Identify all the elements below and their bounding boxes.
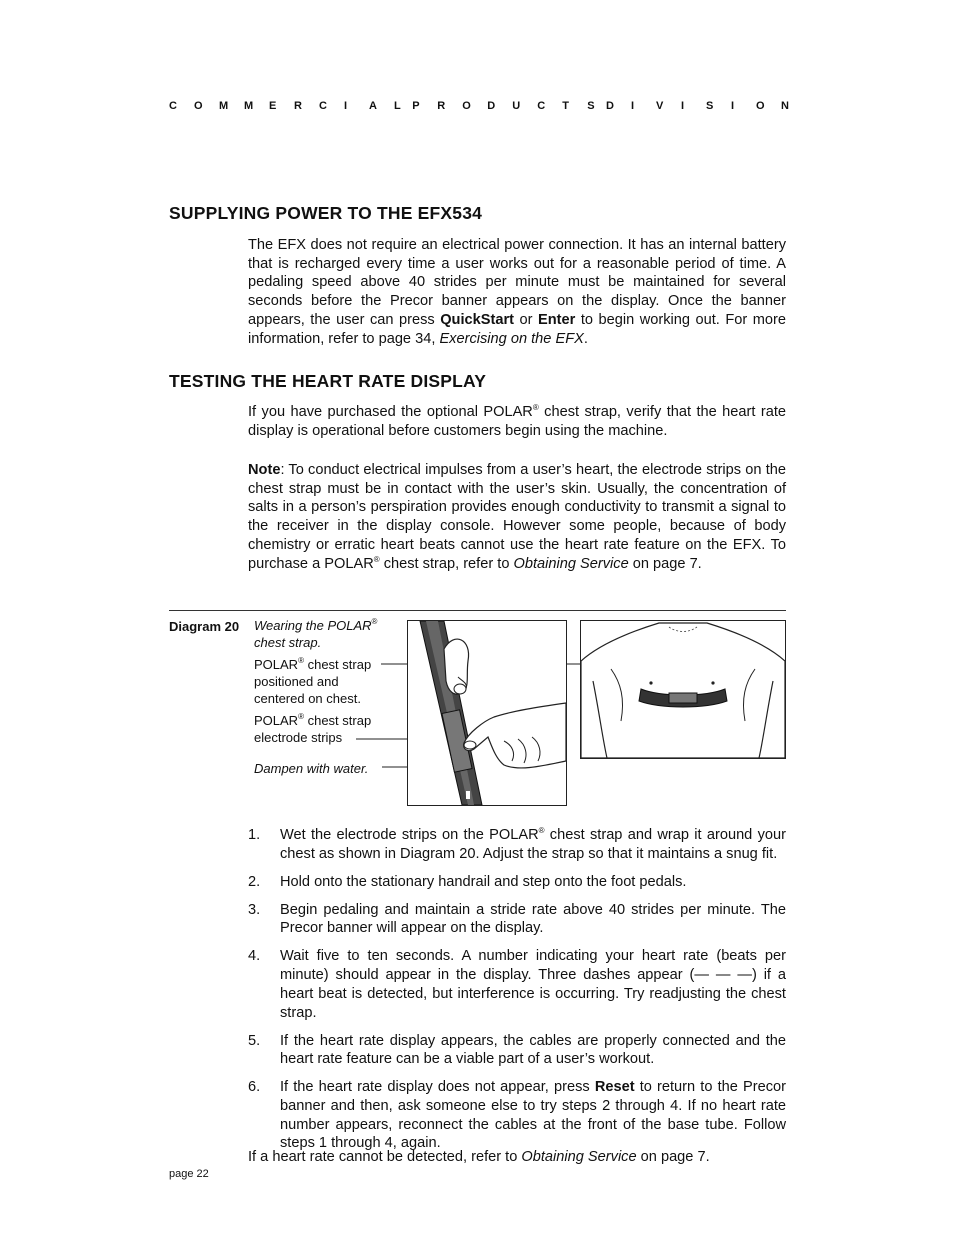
step-item: 1. Wet the electrode strips on the POLAR® chest strap and wrap it around your chest as shown in Diagram 20. Adjust the strap so that it maintains a snug fit. xyxy=(248,826,786,862)
section-title-supplying-power: SUPPLYING POWER TO THE EFX534 xyxy=(169,203,483,223)
chest-transmitter xyxy=(669,693,697,703)
header-letter: M xyxy=(219,100,229,112)
header-letter: C xyxy=(169,100,177,112)
callout-electrode-strips: POLAR® chest strap electrode strips xyxy=(254,712,372,745)
header-letter: O xyxy=(194,100,203,112)
header-letter: I xyxy=(631,100,635,112)
header-letter: R xyxy=(437,100,446,112)
header-letter: P xyxy=(412,100,420,112)
header-letter: D xyxy=(606,100,614,112)
header-letter: S xyxy=(706,100,714,112)
header-letter: O xyxy=(462,100,471,112)
step-item: 3. Begin pedaling and maintain a stride rate above 40 strides per minute. The Precor banner will appear on the display. xyxy=(248,901,786,937)
heart-rate-intro-paragraph: If you have purchased the optional POLAR® chest strap, verify that the heart rate display is operational before customers begin using the machine. xyxy=(248,403,787,439)
header-letter: E xyxy=(269,100,277,112)
step-item: 4. Wait five to ten seconds. A number indicating your heart rate (beats per minute) should appear in the display. Three dashes appear (— — —) if a heart beat is detected, but interference is occurring. Try readjusting the chest strap. xyxy=(248,948,786,1021)
header-letter: N xyxy=(781,100,789,112)
steps-list xyxy=(248,826,786,1162)
step-item: 2. Hold onto the stationary handrail and step onto the foot pedals. xyxy=(248,873,687,890)
header-letter: O xyxy=(756,100,765,112)
header-letter: U xyxy=(512,100,521,112)
header-letter: I xyxy=(681,100,685,112)
page-number: page 22 xyxy=(169,1168,209,1180)
header-letter: S xyxy=(587,100,595,112)
callout-dampen-water: Dampen with water. xyxy=(254,761,369,776)
header-letter: M xyxy=(244,100,254,112)
header-letter: L xyxy=(394,100,401,112)
chest-drawing xyxy=(581,621,785,758)
supplying-power-paragraph: The EFX does not require an electrical power connection. It has an internal battery that is recharged every time a user works out for a reasonable period of time. A pedaling speed above 40 strides per minute must be maintained for several seconds before the Precor banner appears on the display. Once the banner appears, the user can press QuickStart or Enter to begin working out. For more information, refer to page 34, Exercising on the EFX. xyxy=(248,237,786,347)
header-letter: R xyxy=(294,100,302,112)
header-letter: A xyxy=(369,100,377,112)
header-letter: T xyxy=(562,100,569,112)
section-title-testing-heart-rate: TESTING THE HEART RATE DISPLAY xyxy=(169,371,487,391)
header-letter: D xyxy=(487,100,496,112)
step-item: 6. If the heart rate display does not appear, press Reset to return to the Precor banner and then, ask someone else to try steps 2 through 4. If no heart rate number appears, reconnect the cables at the front of the base tube. Follow steps 1 through 4, again. xyxy=(248,1079,786,1152)
hand-strap-drawing xyxy=(408,621,566,805)
header-letter: V xyxy=(656,100,664,112)
diagram-label: Diagram 20 xyxy=(169,619,240,634)
header-letter: I xyxy=(731,100,735,112)
step-item: 5. If the heart rate display appears, the cables are properly connected and the heart rate feature can be a viable part of a user’s workout. xyxy=(248,1032,786,1068)
strap-electrode-illustration xyxy=(407,620,567,806)
header-letter: I xyxy=(344,100,348,112)
header-letter: C xyxy=(537,100,546,112)
closing-paragraph: If a heart rate cannot be detected, refer to Obtaining Service on page 7. xyxy=(248,1149,710,1165)
chest-strap-illustration xyxy=(580,620,786,759)
callout-strap-positioned: POLAR® chest strap positioned and centered on chest. xyxy=(254,656,372,706)
header-letter: C xyxy=(319,100,327,112)
diagram-title: Wearing the POLAR® chest strap. xyxy=(254,617,378,650)
note-paragraph: Note: To conduct electrical impulses from a user’s heart, the electrode strips on the chest strap must be in contact with the user’s skin. Usually, the concentration of salts in a person’s perspiration provides enough conductivity to transmit a signal to the receiver in the display console. However some people, because of body chemistry or erratic heart beats cannot use the heart rate feature on the EFX. To purchase a POLAR® chest strap, refer to Obtaining Service on page 7. xyxy=(248,462,786,572)
